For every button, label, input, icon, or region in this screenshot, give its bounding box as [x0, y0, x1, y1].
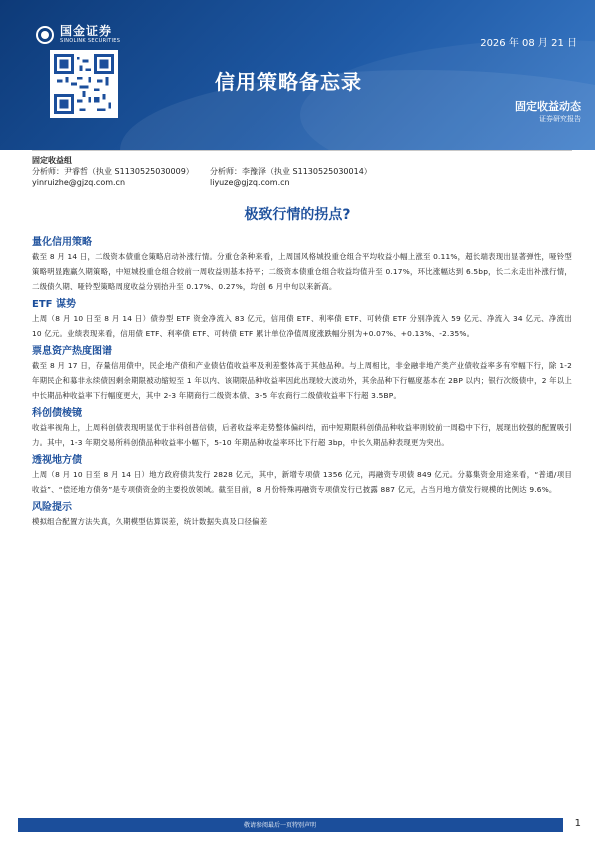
logo-mark-icon	[36, 26, 54, 44]
section-etf	[32, 298, 572, 341]
document-title: 极致行情的拐点?	[244, 207, 351, 223]
report-date: 2026 年 08 月 21 日	[480, 38, 577, 49]
research-group: 固定收益组	[32, 156, 72, 165]
section-text: 模拟组合配置方法失真，久期模型估算误差，统计数据失真及口径偏差	[32, 517, 268, 526]
header-divider	[32, 150, 572, 151]
section-text: 截至 8 月 14 日，二级资本债重仓策略启动补涨行情。分重仓条种来看，上周国风格城投重仓组合平均收益小幅上涨至 0.11%，超长端表现出显著弹性，哑铃型策略明显跑赢久期策略，中短城投重仓组合较前一周收益则基本持平；二级资本债重仓组合收益均值升至 0.17%，环比涨幅达到 6.5bp，长二永走出补涨行情，二级债久期、哑铃型策略周度收益分别抬升至 0.17%、0.27%，均创 6 月中旬以来新高。	[32, 252, 572, 291]
report-title: 信用策略备忘录	[215, 70, 362, 94]
analyst2-label: 分析师：李豫泽（执业 S1130525030014）	[210, 167, 372, 176]
section-quant-credit	[32, 236, 572, 294]
report-type: 证券研究报告	[539, 115, 581, 123]
section-text: 收益率视角上，上周科创债表现明显优于非科创普信债，后者收益率走势整体偏纠结，而中短期限科创债品种收益率则较前一周稳中下行，展现出较强的配置吸引力。其中，1-3 年期交易所科创债品种收益率小幅下，5-10 年期品种收益率环比下行超 3bp，中长久期品种表现更为突出。	[32, 423, 572, 447]
header-banner	[0, 0, 595, 150]
page-number: 1	[574, 818, 581, 829]
section-text: 上周（8 月 10 日至 8 月 14 日）债券型 ETF 资金净流入 83 亿元，信用债 ETF、利率债 ETF、可转债 ETF 分别净流入 59 亿元、净流入 34 亿元、净流出 10 亿元。业绩表现来看，信用债 ETF、利率债 ETF、可转债 ETF 累计单位净值周度涨跌幅分别为+0.07%、+0.13%、-2.35%。	[32, 314, 572, 338]
section-heading: 透视地方债	[32, 455, 82, 466]
banner-wave-decoration	[300, 40, 595, 150]
authors-block	[32, 155, 572, 188]
section-risk	[32, 501, 572, 529]
logo-cn-text: 国金证券	[60, 24, 113, 38]
section-heading: 票息资产热度图谱	[32, 346, 112, 357]
section-text: 上周（8 月 10 日至 8 月 14 日）地方政府债共发行 2828 亿元，其中，新增专项债 1356 亿元，再融资专项债 849 亿元。分募集资金用途来看，“普通/项目收益”、“偿还地方债务”是专项债资金的主要投放领域。截至目前，8 月份特殊再融资专项债发行已披露 887 亿元，占当月地方债发行规模的比例达 9.6%。	[32, 470, 572, 494]
report-body	[32, 232, 572, 529]
section-heading: 风险提示	[32, 502, 72, 513]
section-heading: 科创债棱镜	[32, 408, 82, 419]
footer-disclaimer-note[interactable]: 敬请参阅最后一页特别声明	[243, 822, 316, 829]
section-heading: ETF 谋势	[32, 299, 76, 310]
section-heading: 量化信用策略	[32, 237, 92, 248]
qr-code-icon	[50, 50, 118, 118]
company-logo	[36, 24, 120, 46]
analyst2-email[interactable]: liyuze@gjzq.com.cn	[210, 178, 290, 187]
section-text: 截至 8 月 17 日，存量信用债中，民企地产债和产业债估值收益率及利差整体高于其他品种。与上周相比，非金融非地产类产业债收益率多有窄幅下行，除 1-2 年期民企和募非永续债因剩余期限被动缩短至 1 年以内、该期限品种收益率因此出现较大波动外，其余品种下行幅度基本在 2BP 以内；银行次级债中，2 年以上中长期品种收益率下行幅度更大，其中 2-3 年期商行二级资本债、3-5 年农商行二级债收益率下行超 3.5BP。	[32, 361, 572, 400]
logo-en-text: SINOLINK SECURITIES	[60, 38, 121, 44]
analyst1-email[interactable]: yinruizhe@gjzq.com.cn	[32, 178, 126, 187]
report-category: 固定收益动态	[515, 100, 581, 113]
analyst1-label: 分析师：尹睿哲（执业 S1130525030009）	[32, 167, 194, 176]
section-tech-bond	[32, 407, 572, 450]
section-local-bond	[32, 454, 572, 497]
section-coupon-heatmap	[32, 345, 572, 403]
